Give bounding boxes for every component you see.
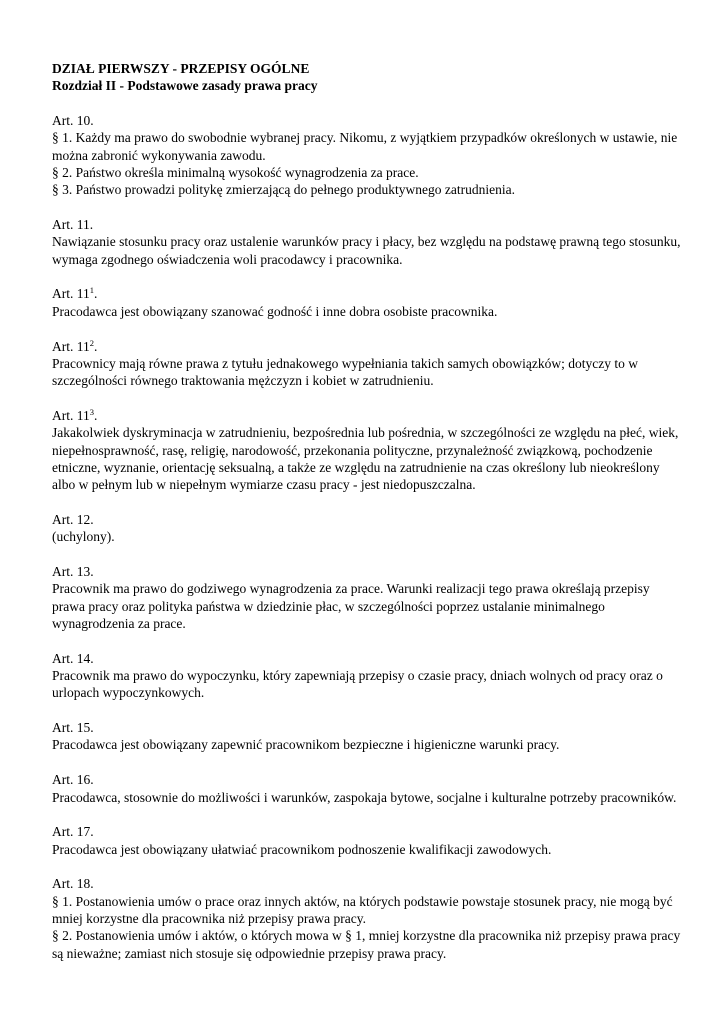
article-paragraph: Pracodawca jest obowiązany zapewnić pracownikom bezpieczne i higieniczne warunki pracy. xyxy=(52,737,560,753)
article-label-suffix: . xyxy=(94,286,98,302)
article-paragraph: Pracodawca jest obowiązany szanować godność i inne dobra osobiste pracownika. xyxy=(52,303,498,319)
article xyxy=(52,719,684,754)
article-paragraph: (uchylony). xyxy=(52,529,115,545)
article-title xyxy=(52,338,684,355)
article-paragraph: Jakakolwiek dyskryminacja w zatrudnieniu, bezpośrednia lub pośrednia, w szczególności ze względu na płeć, wiek, niepełnosprawność, rasę, religię, narodowość, przekonania polityczne, przynależność związkową, pochodzenie etniczne, wyznanie, orientację seksualną, a także ze względu na zatrudnienie na czas określony lub nieokreślony albo w pełnym lub w niepełnym wymiarze czasu pracy - jest niedopuszczalna. xyxy=(52,425,679,493)
chapter-title: DZIAŁ PIERWSZY - PRZEPISY OGÓLNE xyxy=(52,61,310,76)
article-label: Art. 11. xyxy=(52,217,94,233)
article-title xyxy=(52,285,684,302)
article-title xyxy=(52,563,684,580)
article-label: Art. 11 xyxy=(52,286,90,302)
article-title xyxy=(52,216,684,233)
article-title xyxy=(52,823,684,840)
article-title xyxy=(52,875,684,892)
article-label: Art. 10. xyxy=(52,113,94,129)
article-label: Art. 11 xyxy=(52,338,90,354)
article-title xyxy=(52,650,684,667)
article xyxy=(52,823,684,858)
article-paragraph: Pracownik ma prawo do wypoczynku, który zapewniają przepisy o czasie pracy, dniach wolnych od pracy oraz o urlopach wypoczynkowych. xyxy=(52,668,663,701)
article-title xyxy=(52,407,684,424)
article-title xyxy=(52,112,684,129)
article-superscript: 2 xyxy=(89,337,94,348)
article-paragraph: Pracodawca jest obowiązany ułatwiać pracownikom podnoszenie kwalifikacji zawodowych. xyxy=(52,841,552,857)
article-title xyxy=(52,771,684,788)
articles-list xyxy=(52,112,684,962)
article xyxy=(52,285,684,320)
article-paragraph: Pracownicy mają równe prawa z tytułu jednakowego wypełniania takich samych obowiązków; dotyczy to w szczególności równego traktowania mężczyzn i kobiet w zatrudnieniu. xyxy=(52,355,638,389)
article xyxy=(52,563,684,632)
article-label-suffix: . xyxy=(94,338,98,354)
article-label-suffix: . xyxy=(94,407,98,423)
article-label: Art. 14. xyxy=(52,650,94,666)
article-paragraph: § 2. Postanowienia umów i aktów, o których mowa w § 1, mniej korzystne dla pracownika niż przepisy prawa pracy są nieważne; zamiast nich stosuje się odpowiednie przepisy prawa pracy. xyxy=(52,928,681,961)
article-label: Art. 18. xyxy=(52,876,94,892)
article-superscript: 1 xyxy=(89,285,94,296)
article-paragraph: Pracownik ma prawo do godziwego wynagrodzenia za prace. Warunki realizacji tego prawa określają przepisy prawa pracy oraz polityka państwa w dziedzinie płac, w szczególności poprzez ustalanie minimalnego wynagrodzenia za prace. xyxy=(52,581,650,631)
article xyxy=(52,511,684,546)
article-paragraph: Nawiązanie stosunku pracy oraz ustalenie warunków pracy i płacy, bez względu na podstawę prawną tego stosunku, wymaga zgodnego oświadczenia woli pracodawcy i pracownika. xyxy=(52,234,681,267)
article-title xyxy=(52,719,684,736)
article xyxy=(52,771,684,806)
article xyxy=(52,338,684,390)
article-paragraph: § 3. Państwo prowadzi politykę zmierzającą do pełnego produktywnego zatrudnienia. xyxy=(52,182,515,198)
article-paragraph: § 1. Postanowienia umów o prace oraz innych aktów, na których podstawie powstaje stosunek pracy, nie mogą być mniej korzystne dla pracownika niż przepisy prawa pracy. xyxy=(52,893,673,926)
article-label: Art. 12. xyxy=(52,511,94,527)
article xyxy=(52,650,684,702)
article-superscript: 3 xyxy=(89,406,94,417)
article-title xyxy=(52,511,684,528)
article-label: Art. 16. xyxy=(52,772,94,788)
article-label: Art. 13. xyxy=(52,564,94,580)
article-label: Art. 15. xyxy=(52,720,94,736)
section-title: Rozdział II - Podstawowe zasady prawa pracy xyxy=(52,78,318,94)
article-paragraph: Pracodawca, stosownie do możliwości i warunków, zaspokaja bytowe, socjalne i kulturalne potrzeby pracowników. xyxy=(52,789,677,805)
article xyxy=(52,407,684,493)
article xyxy=(52,216,684,268)
article-paragraph: § 2. Państwo określa minimalną wysokość wynagrodzenia za prace. xyxy=(52,164,419,180)
article-paragraph: § 1. Każdy ma prawo do swobodnie wybranej pracy. Nikomu, z wyjątkiem przypadków określonych w ustawie, nie można zabronić wykonywania zawodu. xyxy=(52,130,678,163)
article-label: Art. 11 xyxy=(52,407,90,423)
article xyxy=(52,875,684,961)
article xyxy=(52,112,684,198)
article-label: Art. 17. xyxy=(52,824,94,840)
